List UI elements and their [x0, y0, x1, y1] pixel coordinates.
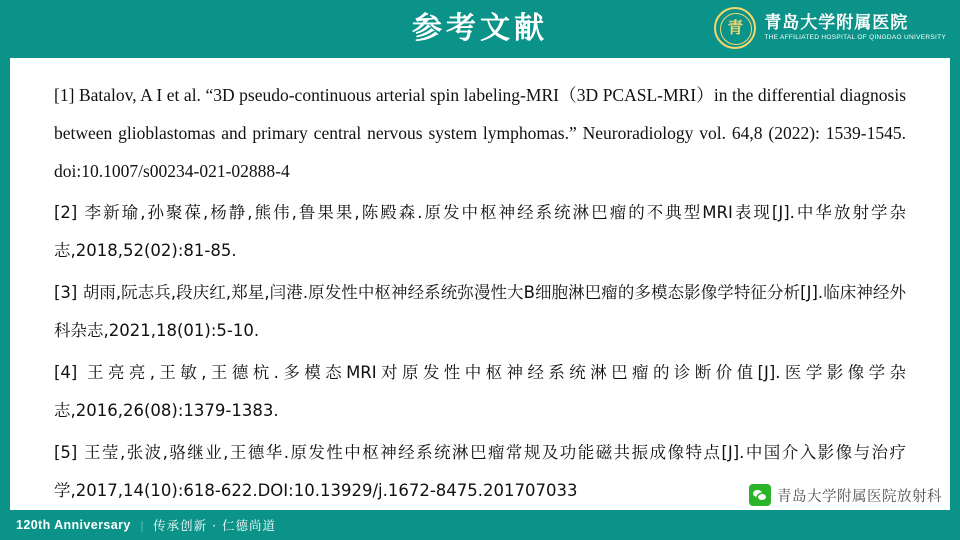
footer-separator: | — [140, 517, 144, 532]
frame-right-border — [950, 0, 960, 540]
watermark-text: 青岛大学附属医院放射科 — [777, 488, 942, 505]
hospital-name-cn: 青岛大学附属医院 — [764, 13, 909, 33]
page-title: 参考文献 — [412, 11, 548, 46]
hospital-emblem-icon — [714, 7, 756, 49]
wechat-watermark — [749, 484, 942, 506]
footer-anniversary: 120th Anniversary — [16, 518, 131, 532]
slide-footer — [0, 510, 960, 540]
reference-list — [10, 58, 950, 510]
list-item: [1] Batalov, A I et al. “3D pseudo-continuous arterial spin labeling-MRI（3D PCASL-MRI）in the differential diagnosis between glioblastomas and primary central nervous system lymphomas.” Neuroradiology vol. 64,8 (2022): 1539-1545. doi:10.1007/s00234-021-02888-4 — [54, 85, 906, 181]
slide-header — [0, 0, 960, 58]
emblem-glyph: 青 — [727, 18, 744, 37]
hospital-logo-text — [764, 13, 946, 43]
list-item: [3] 胡雨,阮志兵,段庆红,郑星,闫港.原发性中枢神经系统弥漫性大B细胞淋巴瘤的多模态影像学特征分析[J].临床神经外科杂志,2021,18(01):5-10. — [54, 283, 906, 340]
list-item: [2] 李新瑜,孙聚葆,杨静,熊伟,鲁果果,陈殿森.原发中枢神经系统淋巴瘤的不典型MRI表现[J].中华放射学杂志,2018,52(02):81-85. — [54, 203, 906, 260]
footer-motto: 传承创新 · 仁德尚道 — [153, 518, 277, 533]
list-item: [4] 王亮亮,王敏,王德杭.多模态MRI对原发性中枢神经系统淋巴瘤的诊断价值[J].医学影像学杂志,2016,26(08):1379-1383. — [54, 363, 906, 420]
frame-left-border — [0, 0, 10, 540]
hospital-name-en: THE AFFILIATED HOSPITAL OF QINGDAO UNIVERSITY — [764, 34, 946, 41]
wechat-icon — [749, 484, 771, 506]
list-item: [5] 王莹,张波,骆继业,王德华.原发性中枢神经系统淋巴瘤常规及功能磁共振成像特点[J].中国介入影像与治疗学,2017,14(10):618-622.DOI:10.13929/j.1672-8475.201707033 — [54, 443, 906, 500]
hospital-logo — [714, 7, 946, 49]
